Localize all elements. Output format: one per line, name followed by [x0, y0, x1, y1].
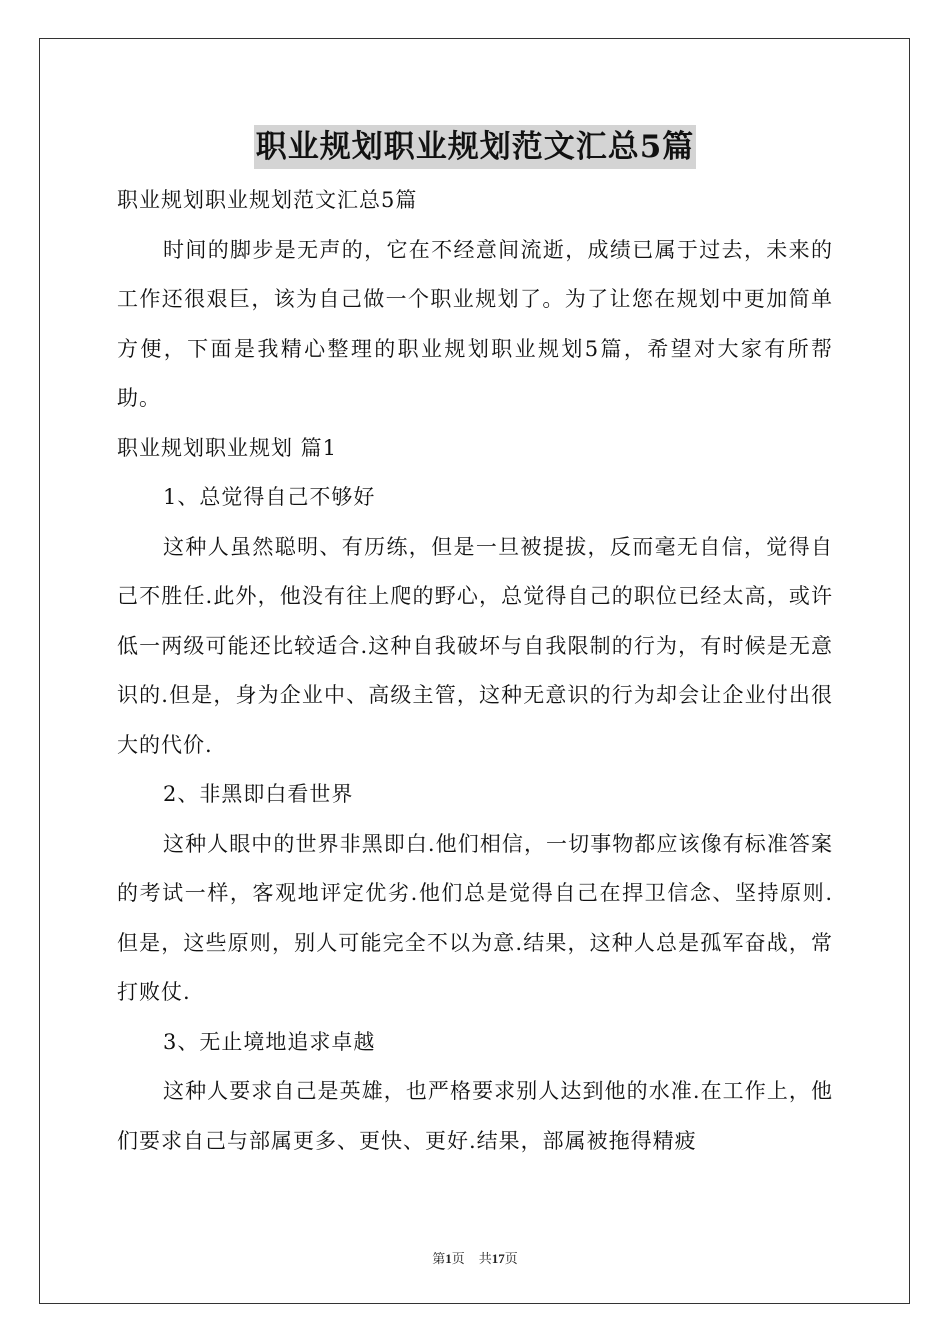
paragraph-point-1: 这种人虽然聪明、有历练，但是一旦被提拔，反而毫无自信，觉得自己不胜任.此外，他没有往上爬的野心，总觉得自己的职位已经太高，或许低一两级可能还比较适合.这种自我破坏与自我限制的行为，有时候是无意识的.但是，身为企业中、高级主管，这种无意识的行为却会让企业付出很大的代价. — [117, 534, 833, 757]
paragraph-point-3: 这种人要求自己是英雄，也严格要求别人达到他的水准.在工作上，他们要求自己与部属更多、更快、更好.结果，部属被拖得精疲 — [117, 1079, 833, 1153]
paragraph-intro: 时间的脚步是无声的，它在不经意间流逝，成绩已属于过去，未来的工作还很艰巨，该为自己做一个职业规划了。为了让您在规划中更加简单方便，下面是我精心整理的职业规划职业规划5篇，希望对大家有所帮助。 — [117, 237, 833, 410]
total-suffix: 页 — [504, 1251, 518, 1266]
total-pages: 17 — [491, 1251, 505, 1266]
title-container — [0, 125, 950, 169]
total-prefix: 共 — [478, 1251, 492, 1266]
document-body — [117, 176, 833, 1166]
section-heading: 职业规划职业规划 篇1 — [117, 435, 338, 460]
paragraph-point-2: 这种人眼中的世界非黑即白.他们相信，一切事物都应该像有标准答案的考试一样，客观地评定优劣.他们总是觉得自己在捍卫信念、坚持原则.但是，这些原则，别人可能完全不以为意.结果，这种人总是孤军奋战，常打败仗. — [117, 831, 833, 1004]
document-title: 职业规划职业规划范文汇总5篇 — [254, 125, 697, 169]
page-footer — [0, 1248, 950, 1267]
page-suffix: 页 — [451, 1251, 465, 1266]
paragraph-subtitle: 职业规划职业规划范文汇总5篇 — [117, 188, 418, 212]
point-heading-3: 3、无止境地追求卓越 — [163, 1029, 376, 1054]
point-heading-2: 2、非黑即白看世界 — [163, 782, 354, 806]
point-heading-1: 1、总觉得自己不够好 — [163, 485, 376, 509]
page-number: 1 — [445, 1251, 452, 1266]
page-prefix: 第 — [432, 1251, 446, 1266]
